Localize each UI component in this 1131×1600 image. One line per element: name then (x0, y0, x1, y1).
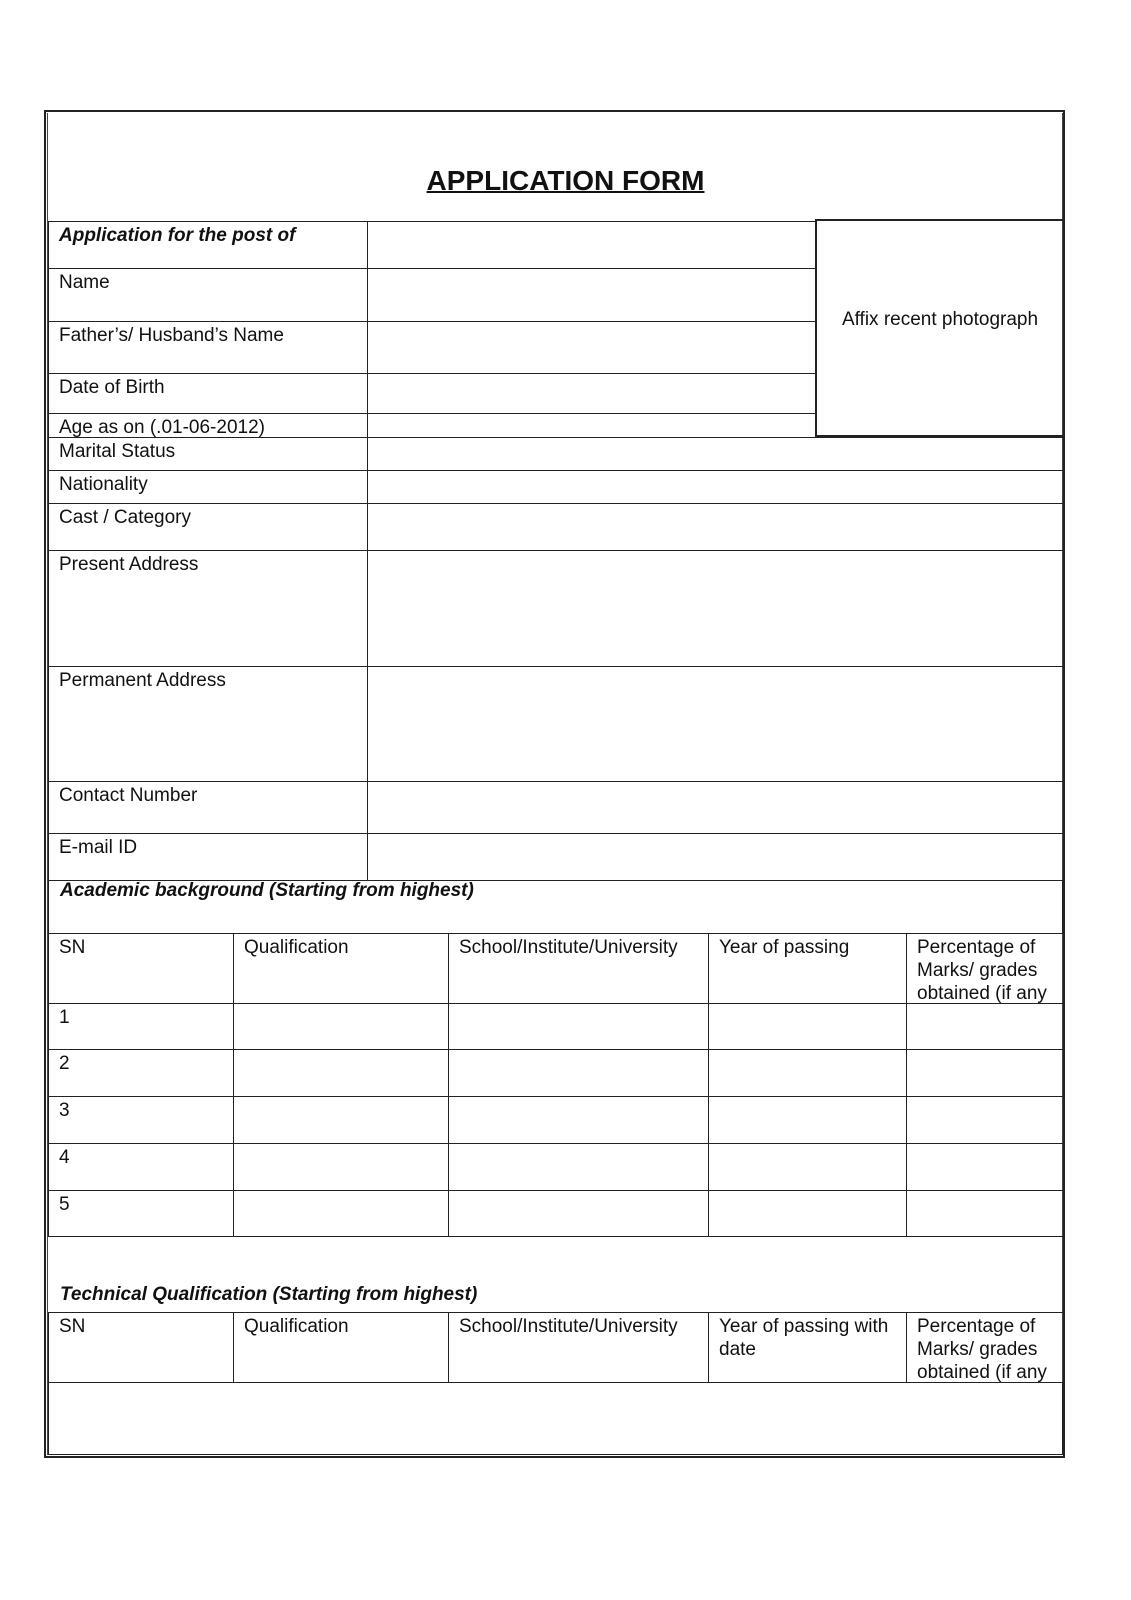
field-label: Contact Number (48, 781, 368, 834)
field-input[interactable] (367, 833, 1064, 881)
field-label: Date of Birth (48, 373, 368, 414)
column-header: SN (48, 1312, 234, 1383)
column-header: SN (48, 933, 234, 1004)
column-header: School/Institute/University (448, 933, 709, 1004)
field-label: Nationality (48, 470, 368, 504)
field-label: Present Address (48, 550, 368, 667)
column-header: Percentage of Marks/ grades obtained (if any (906, 933, 1064, 1004)
title-text: APPLICATION FORM (426, 165, 705, 196)
column-header: Percentage of Marks/ grades obtained (if any (906, 1312, 1064, 1383)
table-cell[interactable] (708, 1143, 907, 1191)
table-cell[interactable] (708, 1096, 907, 1144)
table-cell[interactable] (233, 1143, 449, 1191)
photo-label: Affix recent photograph (841, 309, 1039, 330)
photo-box[interactable] (815, 219, 1065, 437)
row-number: 3 (48, 1096, 234, 1144)
field-input[interactable] (367, 503, 1064, 551)
table-cell[interactable] (448, 1096, 709, 1144)
row-number: 5 (48, 1190, 234, 1237)
field-input[interactable] (367, 321, 816, 374)
field-label: Father’s/ Husband’s Name (48, 321, 368, 374)
table-cell[interactable] (448, 1049, 709, 1097)
field-label: Permanent Address (48, 666, 368, 782)
technical-entry-area[interactable] (48, 1382, 1063, 1455)
column-header: Year of passing with date (708, 1312, 907, 1383)
table-cell[interactable] (708, 1190, 907, 1237)
table-cell[interactable] (906, 1003, 1064, 1050)
table-cell[interactable] (906, 1143, 1064, 1191)
table-cell[interactable] (233, 1049, 449, 1097)
row-number: 4 (48, 1143, 234, 1191)
table-cell[interactable] (448, 1190, 709, 1237)
table-cell[interactable] (233, 1003, 449, 1050)
column-header: Qualification (233, 1312, 449, 1383)
column-header: School/Institute/University (448, 1312, 709, 1383)
field-input[interactable] (367, 373, 816, 414)
row-number: 2 (48, 1049, 234, 1097)
row-number: 1 (48, 1003, 234, 1050)
field-label: Age as on (.01-06-2012) (48, 413, 368, 438)
field-input[interactable] (367, 470, 1064, 504)
page-title (0, 165, 1131, 197)
table-cell[interactable] (906, 1096, 1064, 1144)
technical-heading: Technical Qualification (Starting from highest) (60, 1284, 478, 1305)
table-cell[interactable] (708, 1003, 907, 1050)
academic-heading-row (48, 880, 1063, 934)
field-input[interactable] (367, 221, 816, 269)
field-label: Application for the post of (48, 221, 368, 269)
field-input[interactable] (367, 268, 816, 322)
column-header: Qualification (233, 933, 449, 1004)
field-label: Name (48, 268, 368, 322)
column-header: Year of passing (708, 933, 907, 1004)
field-input[interactable] (367, 666, 1064, 782)
table-cell[interactable] (906, 1049, 1064, 1097)
table-cell[interactable] (233, 1096, 449, 1144)
table-cell[interactable] (448, 1003, 709, 1050)
field-input[interactable] (367, 413, 816, 438)
academic-heading: Academic background (Starting from highest) (60, 880, 474, 901)
table-cell[interactable] (708, 1049, 907, 1097)
table-cell[interactable] (906, 1190, 1064, 1237)
field-label: Cast / Category (48, 503, 368, 551)
field-input[interactable] (367, 781, 1064, 834)
table-cell[interactable] (448, 1143, 709, 1191)
field-input[interactable] (367, 437, 1064, 471)
field-label: Marital Status (48, 437, 368, 471)
field-label: E-mail ID (48, 833, 368, 881)
table-cell[interactable] (233, 1190, 449, 1237)
field-input[interactable] (367, 550, 1064, 667)
